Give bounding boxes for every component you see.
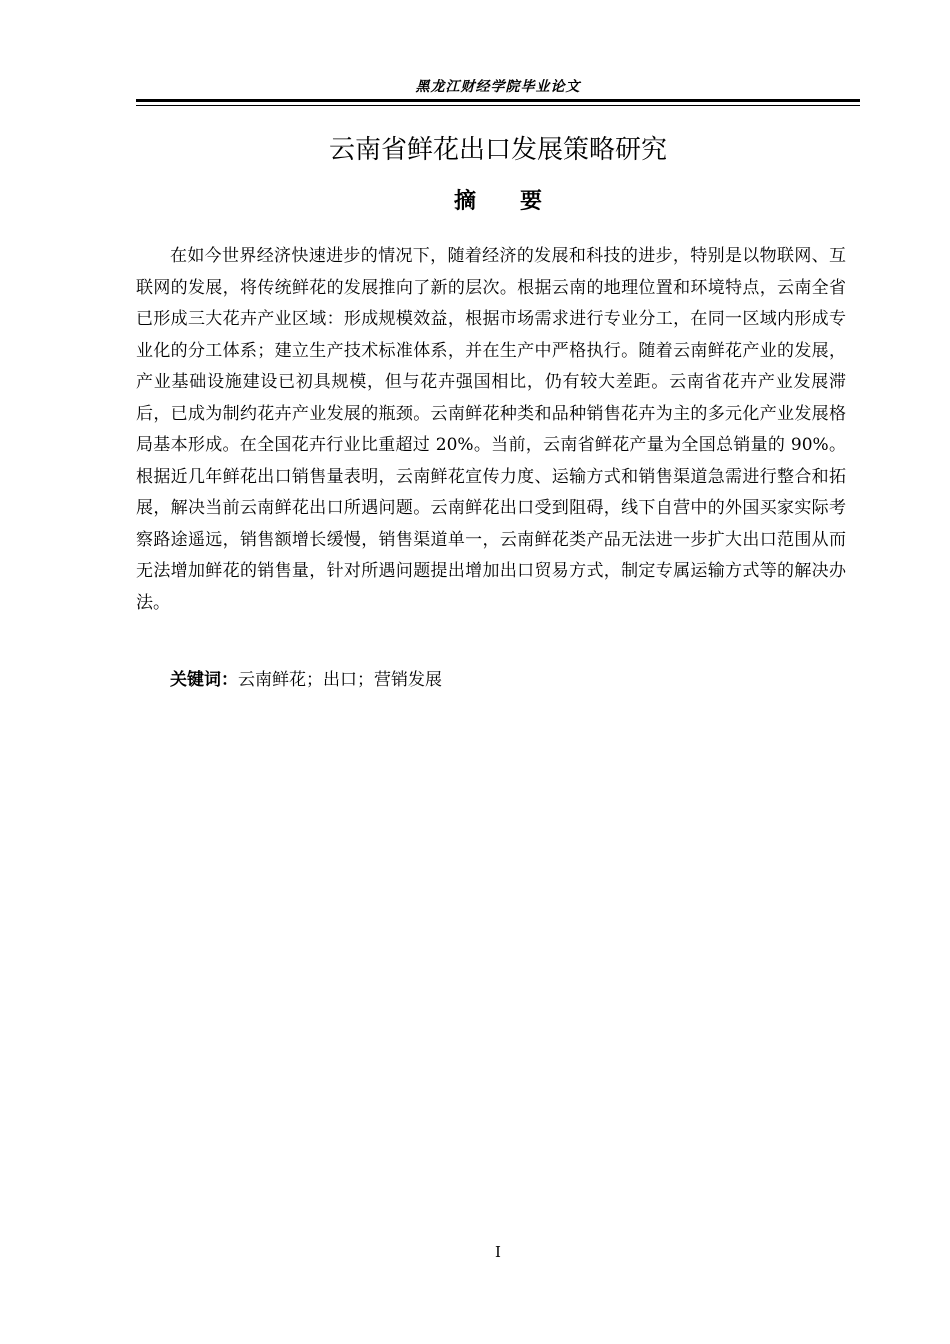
keywords-value: 云南鲜花；出口；营销发展 [238, 670, 442, 690]
paper-title: 云南省鲜花出口发展策略研究 [328, 135, 667, 165]
keywords-label: 关键词： [170, 670, 238, 690]
abstract-heading: 摘要 [453, 189, 586, 214]
keywords-line [136, 665, 846, 696]
running-header: 黑龙江财经学院毕业论文 [415, 79, 581, 95]
abstract-body: 在如今世界经济快速进步的情况下，随着经济的发展和科技的进步，特别是以物联网、互联网的发展，将传统鲜花的发展推向了新的层次。根据云南的地理位置和环境特点，云南全省已形成三大花卉产业区域：形成规模效益，根据市场需求进行专业分工，在同一区域内形成专业化的分工体系；建立生产技术标准体系，并在生产中严格执行。随着云南鲜花产业的发展，产业基础设施建设已初具规模，但与花卉强国相比，仍有较大差距。云南省花卉产业发展滞后，已成为制约花卉产业发展的瓶颈。云南鲜花种类和品种销售花卉为主的多元化产业发展格局基本形成。在全国花卉行业比重超过 20%。当前，云南省鲜花产量为全国总销量的 90%。根据近几年鲜花出口销售量表明，云南鲜花宣传力度、运输方式和销售渠道急需进行整合和拓展，解决当前云南鲜花出口所遇问题。云南鲜花出口受到阻碍，线下自营中的外国买家实际考察路途遥远，销售额增长缓慢，销售渠道单一，云南鲜花类产品无法进一步扩大出口范围从而无法增加鲜花的销售量，针对所遇问题提出增加出口贸易方式，制定专属运输方式等的解决办法。 [136, 246, 846, 613]
header-rule-thick [136, 99, 860, 102]
page-number: I [495, 1243, 501, 1261]
header-rule-thin [136, 105, 860, 106]
